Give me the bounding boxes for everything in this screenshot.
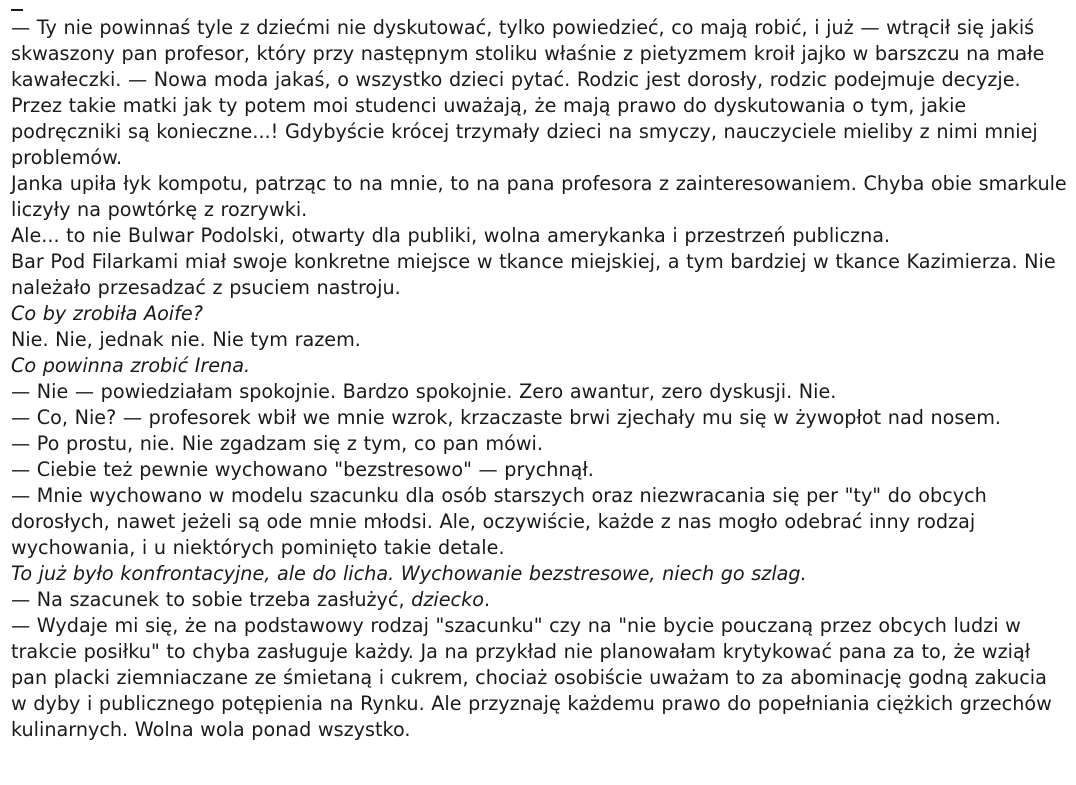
- paragraph-italic: Co by zrobiła Aoife?: [11, 302, 203, 325]
- paragraph: — Ty nie powinnaś tyle z dziećmi nie dyskutować, tylko powiedzieć, co mają robić, i już — wtrącił się jakiś skwaszony pan profesor, który przy następnym stoliku właśnie z pietyzmem kroił jajko w barszczu na małe kawałeczki. — Nowa moda jakaś, o wszystko dzieci pytać. Rodzic jest dorosły, rodzic podejmuje decyzje. Przez takie matki jak ty potem moi studenci uważają, że mają prawo do dyskutowania o tym, jakie podręczniki są konieczne...! Gdybyście krócej trzymały dzieci na smyczy, nauczyciele mieliby z nimi mniej problemów.: [11, 16, 1045, 169]
- paragraph-text: — Na szacunek to sobie trzeba zasłużyć,: [11, 588, 412, 611]
- paragraph: — Nie — powiedziałam spokojnie. Bardzo spokojnie. Zero awantur, zero dyskusji. Nie.: [11, 380, 837, 403]
- paragraph-italic: Co powinna zrobić Irena.: [11, 354, 251, 377]
- paragraph: — Po prostu, nie. Nie zgadzam się z tym, co pan mówi.: [11, 432, 543, 455]
- document-body: [11, 0, 1069, 743]
- paragraph: Bar Pod Filarkami miał swoje konkretne miejsce w tkance miejskiej, a tym bardziej w tkance Kazimierza. Nie należało przesadzać z psuciem nastroju.: [11, 250, 1056, 299]
- paragraph-mixed: [11, 587, 1069, 613]
- paragraph-italic: To już było konfrontacyjne, ale do licha. Wychowanie bezstresowe, niech go szlag.: [11, 562, 807, 585]
- paragraph: Janka upiła łyk kompotu, patrząc to na mnie, to na pana profesora z zainteresowaniem. Chyba obie smarkule liczyły na powtórkę z rozrywki.: [11, 172, 1067, 221]
- paragraph: Nie. Nie, jednak nie. Nie tym razem.: [11, 328, 361, 351]
- paragraph-emphasis: dziecko: [411, 588, 484, 611]
- paragraph: Ale... to nie Bulwar Podolski, otwarty dla publiki, wolna amerykanka i przestrzeń publiczna.: [11, 224, 891, 247]
- paragraph: — Co, Nie? — profesorek wbił we mnie wzrok, krzaczaste brwi zjechały mu się w żywopłot nad nosem.: [11, 406, 1001, 429]
- paragraph: — Mnie wychowano w modelu szacunku dla osób starszych oraz niezwracania się per "ty" do obcych dorosłych, nawet jeżeli są ode mnie młodsi. Ale, oczywiście, każde z nas mogło odebrać inny rodzaj wychowania, i u niektórych pominięto takie detale.: [11, 484, 987, 559]
- paragraph: — Ciebie też pewnie wychowano "bezstresowo" — prychnął.: [11, 458, 594, 481]
- paragraph: — Wydaje mi się, że na podstawowy rodzaj "szacunku" czy na "nie bycie pouczaną przez obcych ludzi w trakcie posiłku" to chyba zasługuje każdy. Ja na przykład nie planowałam krytykować pana za to, że wziął pan placki ziemniaczane ze śmietaną i cukrem, chociaż osobiście uważam to za abominację godną zakucia w dyby i publicznego potępienia na Rynku. Ale przyznaję każdemu prawo do popełniania ciężkich grzechów kulinarnych. Wolna wola ponad wszystko.: [11, 614, 1052, 741]
- paragraph-text: .: [483, 588, 491, 611]
- paragraph-cut-off: [11, 0, 1069, 15]
